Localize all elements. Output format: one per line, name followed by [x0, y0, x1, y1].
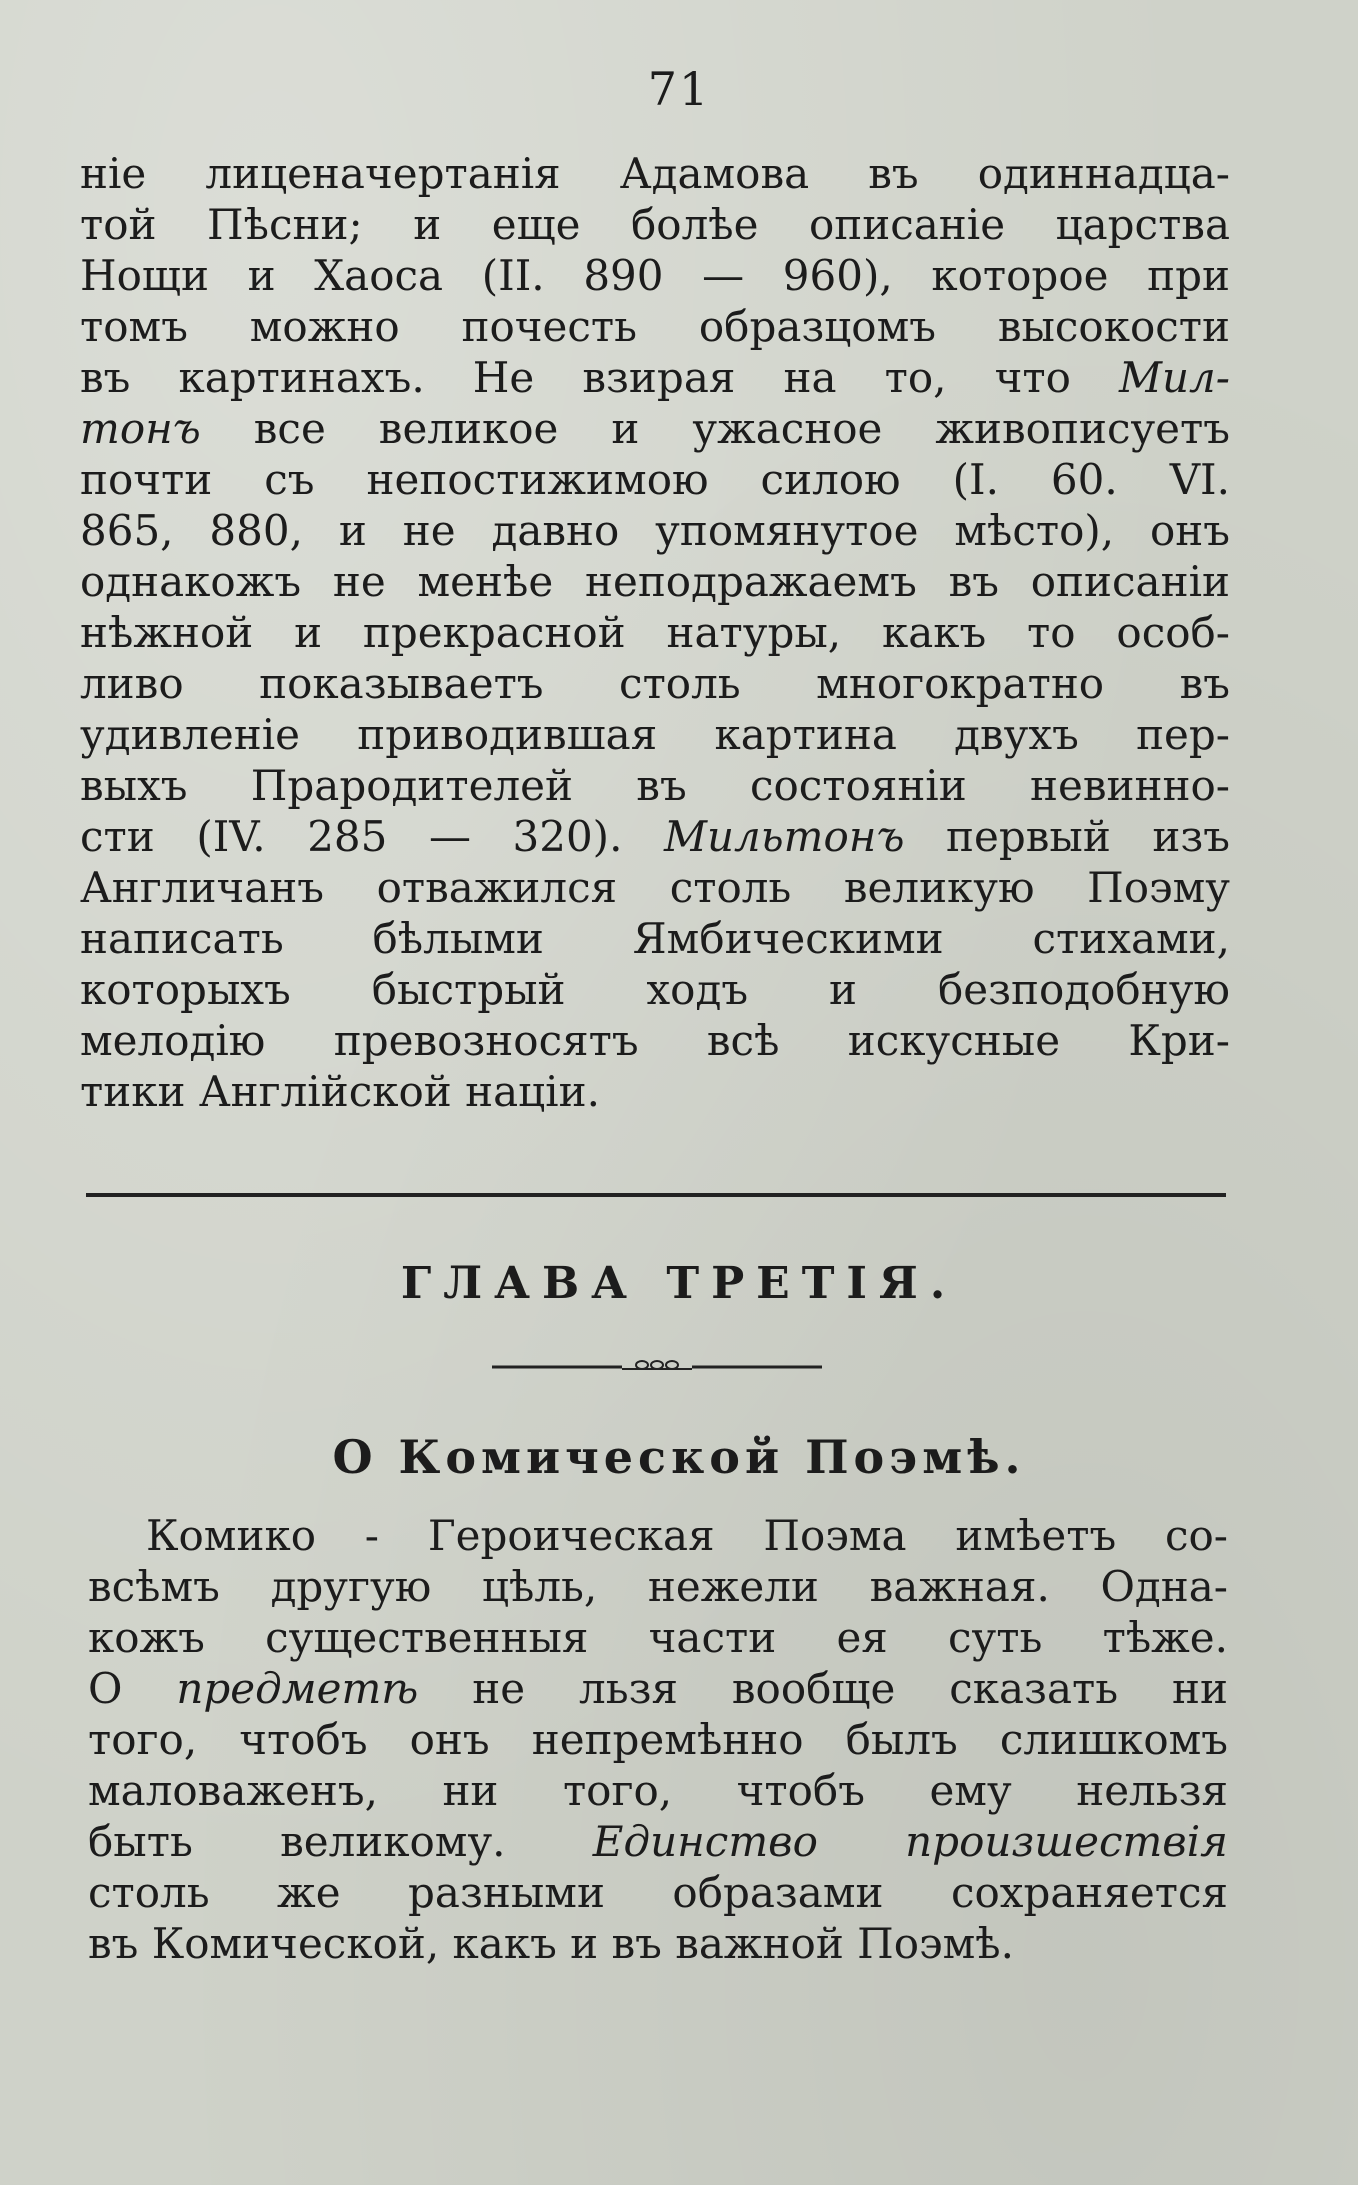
text-line: столь же разными образами сохраняется [88, 1868, 1228, 1917]
text-line: быть великому. Единство произшествія [88, 1817, 1228, 1866]
paragraph-miltons-poem [80, 148, 1230, 1117]
paragraph-comic-poem [88, 1510, 1228, 1969]
text-line: тонъ все великое и ужасное живописуетъ [80, 404, 1230, 453]
chapter-title: ГЛАВА ТРЕТІЯ. [400, 1258, 958, 1309]
text-line: однакожъ не менѣе неподражаемъ въ описаніи [80, 557, 1230, 606]
ornament-divider [492, 1357, 822, 1377]
text-line: той Пѣсни; и еще болѣе описаніе царства [80, 200, 1230, 249]
text-line: того, чтобъ онъ непремѣнно былъ слишкомъ [88, 1715, 1228, 1764]
text-line: мелодію превозносятъ всѣ искусные Кри- [80, 1016, 1230, 1065]
text-line: сти (IV. 285 — 320). Мильтонъ первый изъ [80, 812, 1231, 861]
text-line: въ картинахъ. Не взирая на то, что Мил- [80, 353, 1230, 402]
text-line: томъ можно почесть образцомъ высокости [80, 302, 1230, 351]
text-line: ніе лиценачертанія Адамова въ одиннадца- [80, 149, 1230, 198]
text-line: почти съ непостижимою силою (I. 60. VI. [80, 455, 1230, 504]
text-line: которыхъ быстрый ходъ и безподобную [80, 965, 1230, 1014]
text-line: написать бѣлыми Ямбическими стихами, [80, 914, 1230, 963]
page-number: 71 [647, 62, 711, 116]
text-line: Англичанъ отважился столь великую Поэму [80, 863, 1230, 912]
text-line: 865, 880, и не давно упомянутое мѣсто), онъ [80, 506, 1230, 555]
chapter-divider-rule [86, 1193, 1226, 1197]
text-line: Нощи и Хаоса (II. 890 — 960), которое при [80, 251, 1230, 300]
text-line: выхъ Прародителей въ состояніи невинно- [80, 761, 1230, 810]
text-line: кожъ существенныя части ея суть тѣже. [88, 1613, 1228, 1662]
text-line: О предметѣ не льзя вообще сказать ни [88, 1664, 1228, 1713]
text-line: маловаженъ, ни того, чтобъ ему нельзя [88, 1766, 1228, 1815]
section-title: О Комической Поэмѣ. [332, 1430, 1026, 1484]
text-line: удивленіе приводившая картина двухъ пер- [80, 710, 1230, 759]
text-line: Комико - Героическая Поэма имѣетъ со- [146, 1511, 1228, 1560]
text-line: нѣжной и прекрасной натуры, какъ то особ- [80, 608, 1230, 657]
text-line: тики Англійской націи. [80, 1067, 600, 1116]
text-line: ливо показываетъ столь многократно въ [80, 659, 1230, 708]
text-line: въ Комической, какъ и въ важной Поэмѣ. [88, 1919, 1014, 1968]
text-line: всѣмъ другую цѣль, нежели важная. Одна- [88, 1562, 1228, 1611]
